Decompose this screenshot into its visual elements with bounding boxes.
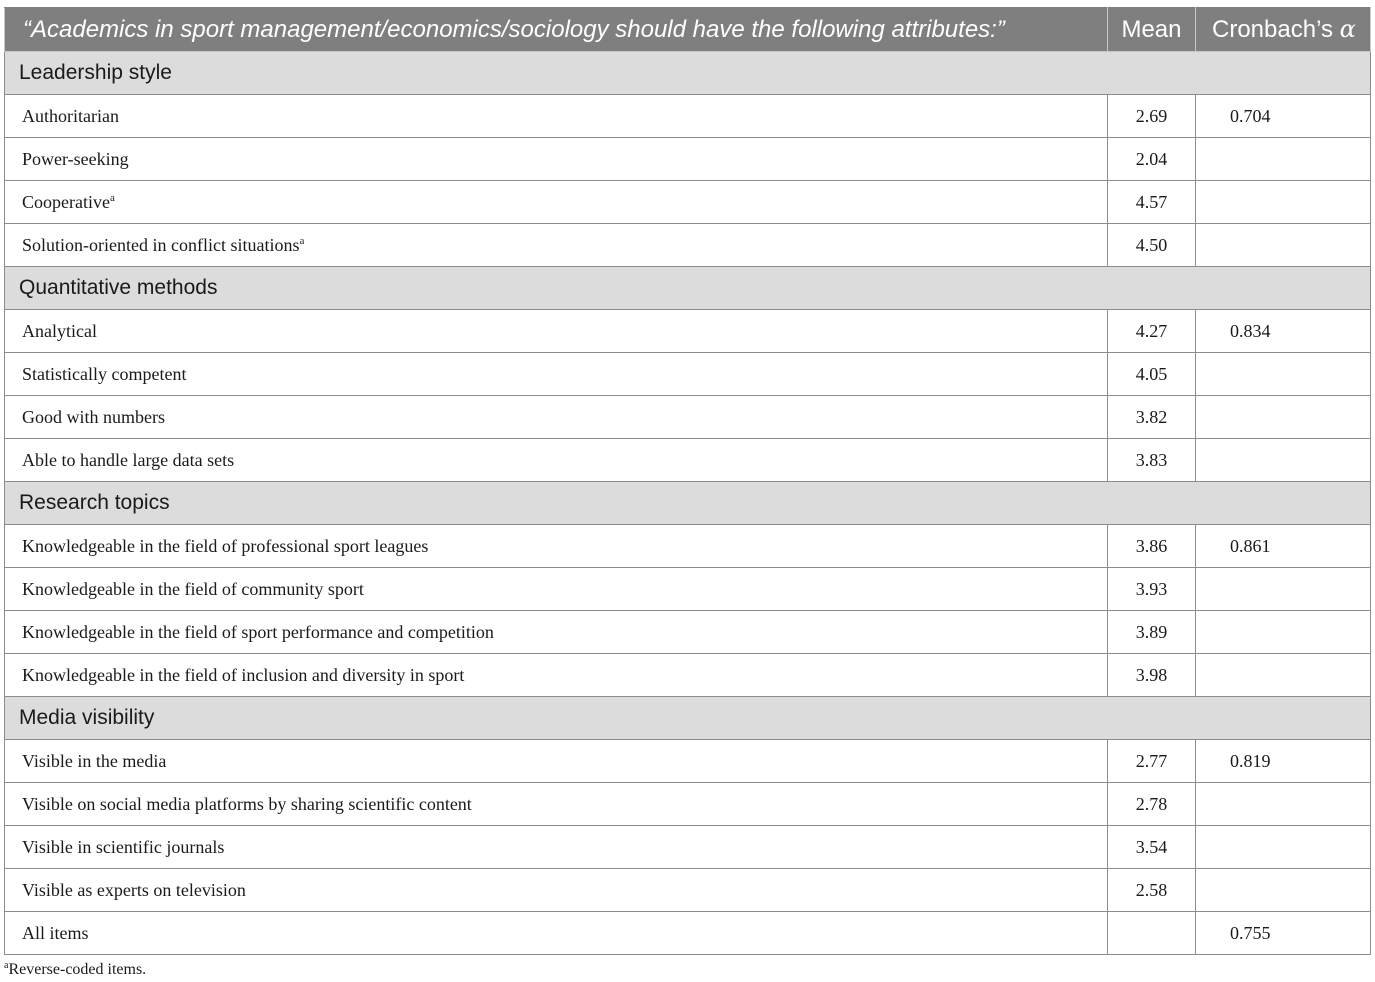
mean-cell: 2.04 [1108, 138, 1196, 181]
item-label: Knowledgeable in the field of community sport [22, 578, 364, 599]
reverse-coded-mark: a [109, 191, 115, 204]
table-row [5, 654, 1371, 697]
item-cell [5, 568, 1108, 611]
alpha-cell [1196, 611, 1371, 654]
item-cell [5, 783, 1108, 826]
section-row [5, 482, 1371, 525]
item-cell [5, 95, 1108, 138]
header-item: “Academics in sport management/economics/sociology should have the following attributes:” [5, 8, 1108, 52]
table-row [5, 869, 1371, 912]
header-alpha-symbol: α [1339, 15, 1356, 43]
item-label: Cooperative [22, 191, 110, 212]
item-cell [5, 654, 1108, 697]
section-title: Leadership style [5, 52, 1371, 95]
mean-cell: 3.89 [1108, 611, 1196, 654]
reverse-coded-mark: a [299, 234, 305, 247]
item-cell [5, 310, 1108, 353]
item-label: Statistically competent [22, 363, 187, 384]
table-row [5, 826, 1371, 869]
table-footnote [4, 961, 146, 979]
mean-cell: 2.78 [1108, 783, 1196, 826]
header-cronbach-alpha [1196, 8, 1371, 52]
table-row [5, 740, 1371, 783]
alpha-cell [1196, 138, 1371, 181]
item-label: Visible on social media platforms by sharing scientific content [22, 793, 472, 814]
item-label: Analytical [22, 320, 97, 341]
alpha-cell [1196, 826, 1371, 869]
mean-cell: 4.05 [1108, 353, 1196, 396]
mean-cell: 3.98 [1108, 654, 1196, 697]
mean-cell: 3.86 [1108, 525, 1196, 568]
alpha-cell [1196, 783, 1371, 826]
header-alpha-label: Cronbach’s [1212, 16, 1333, 43]
item-cell [5, 396, 1108, 439]
item-label: Knowledgeable in the field of sport performance and competition [22, 621, 494, 642]
item-label: Knowledgeable in the field of professional sport leagues [22, 535, 429, 556]
item-cell [5, 611, 1108, 654]
mean-cell: 4.27 [1108, 310, 1196, 353]
item-cell [5, 224, 1108, 267]
attributes-table [4, 7, 1371, 955]
section-row [5, 697, 1371, 740]
alpha-cell [1196, 568, 1371, 611]
item-cell [5, 740, 1108, 783]
alpha-cell: 0.861 [1196, 525, 1371, 568]
footnote-text: Reverse-coded items. [8, 961, 147, 978]
item-label: Visible in the media [22, 750, 167, 771]
section-title: Research topics [5, 482, 1371, 525]
table-row [5, 783, 1371, 826]
mean-cell: 2.69 [1108, 95, 1196, 138]
total-row [5, 912, 1371, 955]
table-row [5, 568, 1371, 611]
alpha-cell [1196, 353, 1371, 396]
table-row [5, 396, 1371, 439]
table-row [5, 611, 1371, 654]
section-title: Media visibility [5, 697, 1371, 740]
alpha-cell [1196, 181, 1371, 224]
mean-cell: 3.54 [1108, 826, 1196, 869]
header-mean: Mean [1108, 8, 1196, 52]
mean-cell: 3.93 [1108, 568, 1196, 611]
total-mean-cell [1108, 912, 1196, 955]
item-label: Able to handle large data sets [22, 449, 235, 470]
table-body [5, 52, 1371, 955]
alpha-cell: 0.819 [1196, 740, 1371, 783]
item-label: Visible as experts on television [22, 879, 246, 900]
item-cell [5, 525, 1108, 568]
table-row [5, 181, 1371, 224]
mean-cell: 2.58 [1108, 869, 1196, 912]
alpha-cell: 0.834 [1196, 310, 1371, 353]
attributes-table-container [4, 7, 1370, 955]
item-label: Visible in scientific journals [22, 836, 225, 857]
table-row [5, 95, 1371, 138]
table-row [5, 353, 1371, 396]
item-label: Solution-oriented in conflict situations [22, 234, 300, 255]
table-row [5, 439, 1371, 482]
alpha-cell [1196, 224, 1371, 267]
mean-cell: 4.50 [1108, 224, 1196, 267]
mean-cell: 4.57 [1108, 181, 1196, 224]
mean-cell: 2.77 [1108, 740, 1196, 783]
item-label: Good with numbers [22, 406, 165, 427]
total-alpha-cell: 0.755 [1196, 912, 1371, 955]
alpha-cell [1196, 439, 1371, 482]
item-label: Knowledgeable in the field of inclusion and diversity in sport [22, 664, 465, 685]
item-label: Authoritarian [22, 105, 119, 126]
table-header-row [5, 8, 1371, 52]
table-row [5, 224, 1371, 267]
item-cell [5, 181, 1108, 224]
section-row [5, 52, 1371, 95]
section-row [5, 267, 1371, 310]
table-row [5, 525, 1371, 568]
alpha-cell: 0.704 [1196, 95, 1371, 138]
item-cell [5, 138, 1108, 181]
footnote-mark: a [4, 960, 9, 971]
total-item-cell: All items [5, 912, 1108, 955]
table-row [5, 310, 1371, 353]
item-cell [5, 869, 1108, 912]
item-cell [5, 439, 1108, 482]
alpha-cell [1196, 869, 1371, 912]
item-label: Power-seeking [22, 148, 129, 169]
alpha-cell [1196, 396, 1371, 439]
section-title: Quantitative methods [5, 267, 1371, 310]
table-row [5, 138, 1371, 181]
mean-cell: 3.83 [1108, 439, 1196, 482]
item-cell [5, 826, 1108, 869]
alpha-cell [1196, 654, 1371, 697]
mean-cell: 3.82 [1108, 396, 1196, 439]
item-cell [5, 353, 1108, 396]
